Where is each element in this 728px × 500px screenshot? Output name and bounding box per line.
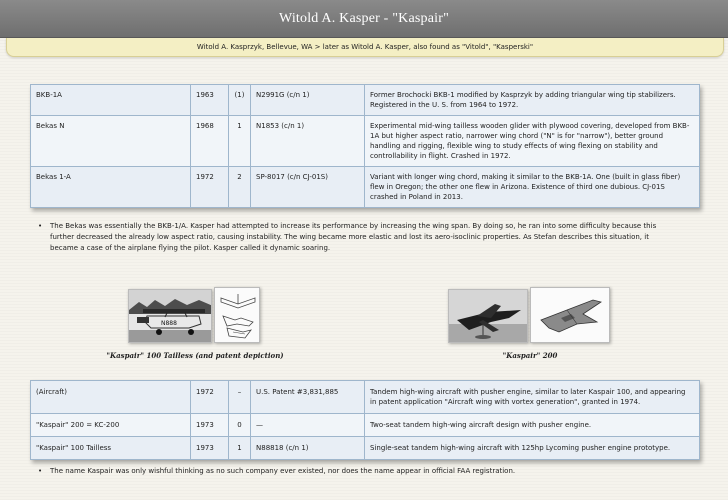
cell-count: 2 xyxy=(229,167,251,208)
table-row xyxy=(31,414,700,437)
cell-registration: U.S. Patent #3,831,885 xyxy=(251,381,365,414)
cell-name: Bekas 1-A xyxy=(31,167,191,208)
design-drawing-image xyxy=(531,288,610,343)
table-row xyxy=(31,167,700,208)
page-subtitle: Witold A. Kasprzyk, Bellevue, WA > later as Witold A. Kasper, also found as "Vitold", "Kasperski" xyxy=(6,38,724,57)
table-row xyxy=(31,437,700,460)
kaspair-100-patent-drawing[interactable] xyxy=(214,287,260,343)
page-title: Witold A. Kasper - "Kaspair" xyxy=(0,0,728,38)
cell-year: 1973 xyxy=(191,414,229,437)
cell-year: 1972 xyxy=(191,381,229,414)
cell-count: 0 xyxy=(229,414,251,437)
aircraft-table-kaspair xyxy=(30,380,700,460)
cell-registration: N2991G (c/n 1) xyxy=(251,85,365,116)
cell-count: 1 xyxy=(229,116,251,167)
cell-registration: N88818 (c/n 1) xyxy=(251,437,365,460)
cell-name: (Aircraft) xyxy=(31,381,191,414)
caption-kaspair-100: "Kaspair" 100 Tailless (and patent depiction) xyxy=(106,351,284,360)
cell-description: Two-seat tandem high-wing aircraft design with pusher engine. xyxy=(365,414,700,437)
cell-count: (1) xyxy=(229,85,251,116)
table-row xyxy=(31,381,700,414)
aircraft-photo-image xyxy=(129,290,212,343)
bullet-note-bekas: • The Bekas was essentially the BKB-1/A. Kasper had attempted to increase its performance by increasing the wing span. By doing so, he ran into some difficulty because this further decreased the already low aspect ratio, causing instability. The wing became more elastic and lost its aero-isoclinic properties. As Stefan describes this situation, it became a case of the airplane flying the pilot. Kasper called it dynamic soaring. xyxy=(50,221,660,254)
cell-registration: SP-8017 (c/n CJ-01S) xyxy=(251,167,365,208)
kaspair-200-model-photo[interactable] xyxy=(448,289,528,343)
cell-name: Bekas N xyxy=(31,116,191,167)
cell-year: 1963 xyxy=(191,85,229,116)
cell-registration: N1853 (c/n 1) xyxy=(251,116,365,167)
cell-name: "Kaspair" 200 = KC-200 xyxy=(31,414,191,437)
caption-kaspair-200: "Kaspair" 200 xyxy=(502,351,558,360)
table-row xyxy=(31,116,700,167)
patent-drawing-image xyxy=(215,288,260,343)
cell-count: 1 xyxy=(229,437,251,460)
cell-registration: — xyxy=(251,414,365,437)
cell-description: Single-seat tandem high-wing aircraft with 125hp Lycoming pusher engine prototype. xyxy=(365,437,700,460)
model-photo-image xyxy=(449,290,528,343)
kaspair-200-drawing[interactable] xyxy=(530,287,610,343)
cell-year: 1972 xyxy=(191,167,229,208)
bullet-note-kaspair-name: • The name Kaspair was only wishful thinking as no such company ever existed, nor does the name appear in official FAA registration. xyxy=(50,466,660,477)
table-row xyxy=(31,85,700,116)
cell-description: Tandem high-wing aircraft with pusher engine, similar to later Kaspair 100, and appearing in patent application "Aircraft wing with vortex generation", granted in 1974. xyxy=(365,381,700,414)
cell-name: BKB-1A xyxy=(31,85,191,116)
cell-description: Variant with longer wing chord, making it similar to the BKB-1A. One (built in glass fiber) flew in Oregon; the other one flew in Arizona. Existence of third one dubious. CJ-01S crashed in Poland in 2013. xyxy=(365,167,700,208)
cell-year: 1968 xyxy=(191,116,229,167)
cell-count: – xyxy=(229,381,251,414)
aircraft-table-gliders xyxy=(30,84,700,208)
cell-year: 1973 xyxy=(191,437,229,460)
kaspair-100-photo[interactable] xyxy=(128,289,212,343)
cell-description: Former Brochocki BKB-1 modified by Kasprzyk by adding triangular wing tip stabilizers. Registered in the U. S. from 1964 to 1972. xyxy=(365,85,700,116)
cell-name: "Kaspair" 100 Tailless xyxy=(31,437,191,460)
cell-description: Experimental mid-wing tailless wooden glider with plywood covering, developed from BKB-1A but higher aspect ratio, narrower wing chord ("N" is for "narrow"), better ground handling and rigging, flexible wing to study effects of wing flexing on stability and controllability in flight. Crashed in 1972. xyxy=(365,116,700,167)
tail-number-text: N888 xyxy=(161,320,177,327)
